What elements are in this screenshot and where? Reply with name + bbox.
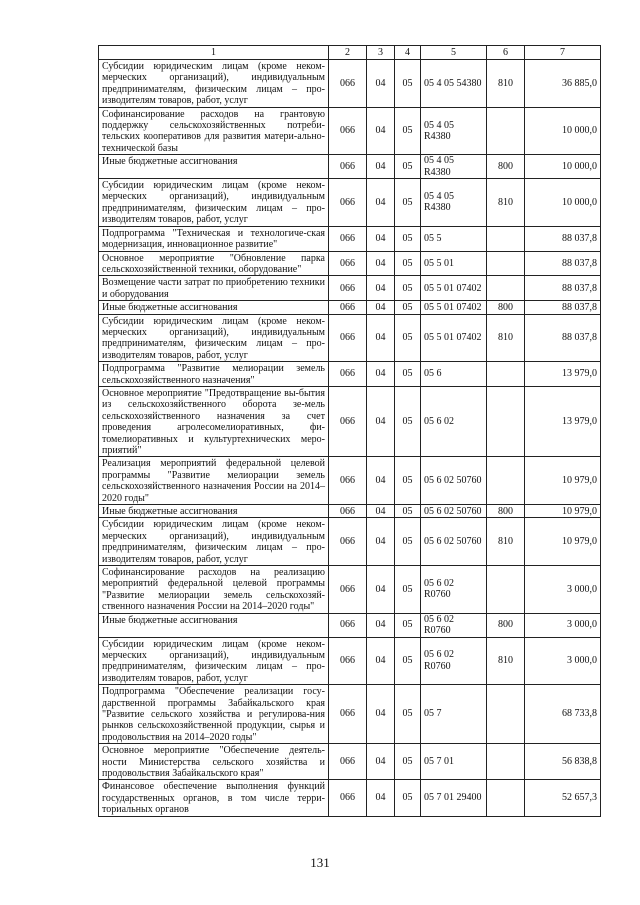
table-row (99, 155, 601, 179)
target-article-code: 05 4 05 54380 (421, 60, 487, 108)
target-article-code: 05 7 01 (421, 744, 487, 780)
table-row (99, 518, 601, 566)
expense-type-code (487, 457, 525, 505)
grbs-code: 066 (329, 301, 367, 314)
grbs-code: 066 (329, 637, 367, 685)
target-article-code: 05 6 02 R0760 (421, 613, 487, 637)
expense-type-code: 800 (487, 505, 525, 518)
section-code: 04 (367, 301, 395, 314)
subsection-code: 05 (395, 744, 421, 780)
subsection-code: 05 (395, 780, 421, 816)
budget-table (98, 45, 601, 817)
row-name: Подпрограмма "Техническая и технологиче-ская модернизация, инновационное развитие" (99, 226, 329, 251)
subsection-code: 05 (395, 386, 421, 456)
expense-type-code (487, 685, 525, 744)
subsection-code: 05 (395, 155, 421, 179)
subsection-code: 05 (395, 613, 421, 637)
expense-type-code (487, 362, 525, 387)
subsection-code: 05 (395, 637, 421, 685)
row-name: Софинансирование расходов на реализацию мероприятий федеральной целевой программы "Развитие мелиорации земель сельскохозяй-ственного назначения России на 2014–2020 годы" (99, 566, 329, 614)
row-name: Субсидии юридическим лицам (кроме неком-мерческих организаций), индивидуальным предпринимателям, физическим лицам – про-изводителям товаров, работ, услуг (99, 637, 329, 685)
expense-type-code: 800 (487, 301, 525, 314)
amount: 88 037,8 (525, 314, 601, 362)
subsection-code: 05 (395, 251, 421, 276)
subsection-code: 05 (395, 179, 421, 227)
expense-type-code: 810 (487, 637, 525, 685)
subsection-code: 05 (395, 107, 421, 155)
table-row (99, 780, 601, 816)
column-number-4: 4 (395, 46, 421, 60)
grbs-code: 066 (329, 505, 367, 518)
amount: 10 979,0 (525, 505, 601, 518)
grbs-code: 066 (329, 457, 367, 505)
table-row (99, 276, 601, 301)
subsection-code: 05 (395, 566, 421, 614)
section-code: 04 (367, 362, 395, 387)
amount: 88 037,8 (525, 251, 601, 276)
row-name: Финансовое обеспечение выполнения функций государственных органов, в том числе терри-ториальных органов (99, 780, 329, 816)
column-number-3: 3 (367, 46, 395, 60)
row-name: Иные бюджетные ассигнования (99, 613, 329, 637)
target-article-code: 05 6 02 50760 (421, 518, 487, 566)
section-code: 04 (367, 780, 395, 816)
grbs-code: 066 (329, 780, 367, 816)
table-row (99, 685, 601, 744)
grbs-code: 066 (329, 276, 367, 301)
subsection-code: 05 (395, 505, 421, 518)
grbs-code: 066 (329, 60, 367, 108)
row-name: Субсидии юридическим лицам (кроме неком-мерческих организаций), индивидуальным предпринимателям, физическим лицам – про-изводителям товаров, работ, услуг (99, 518, 329, 566)
amount: 36 885,0 (525, 60, 601, 108)
section-code: 04 (367, 314, 395, 362)
grbs-code: 066 (329, 107, 367, 155)
table-row (99, 107, 601, 155)
target-article-code: 05 6 02 (421, 386, 487, 456)
expense-type-code (487, 107, 525, 155)
grbs-code: 066 (329, 744, 367, 780)
section-code: 04 (367, 107, 395, 155)
column-number-1: 1 (99, 46, 329, 60)
expense-type-code: 810 (487, 60, 525, 108)
table-row (99, 637, 601, 685)
row-name: Возмещение части затрат по приобретению техники и оборудования (99, 276, 329, 301)
table-row (99, 566, 601, 614)
section-code: 04 (367, 251, 395, 276)
row-name: Софинансирование расходов на грантовую поддержку сельскохозяйственных потреби-тельских кооперативов для развития матери-ально-технической базы (99, 107, 329, 155)
row-name: Подпрограмма "Развитие мелиорации земель сельскохозяйственного назначения" (99, 362, 329, 387)
expense-type-code: 810 (487, 518, 525, 566)
section-code: 04 (367, 386, 395, 456)
section-code: 04 (367, 566, 395, 614)
row-name: Основное мероприятие "Предотвращение вы-бытия из сельскохозяйственного оборота зе-мель сельскохозяйственного назначения за счет проведения агролесомелиоративных, фи-томелиоративных и культуртехнических меро-приятий" (99, 386, 329, 456)
target-article-code: 05 5 01 07402 (421, 276, 487, 301)
target-article-code: 05 5 01 (421, 251, 487, 276)
row-name: Иные бюджетные ассигнования (99, 155, 329, 179)
row-name: Подпрограмма "Обеспечение реализации госу-дарственной программы Забайкальского края "Развитие сельского хозяйства и регулирова-ния рынков сельскохозяйственной продукции, сырья и продовольствия на 2014–2020 годы" (99, 685, 329, 744)
section-code: 04 (367, 226, 395, 251)
section-code: 04 (367, 179, 395, 227)
subsection-code: 05 (395, 362, 421, 387)
row-name: Основное мероприятие "Обеспечение деятель-ности Министерства сельского хозяйства и продовольствия Забайкальского края" (99, 744, 329, 780)
amount: 68 733,8 (525, 685, 601, 744)
row-name: Иные бюджетные ассигнования (99, 505, 329, 518)
amount: 3 000,0 (525, 613, 601, 637)
subsection-code: 05 (395, 685, 421, 744)
expense-type-code: 810 (487, 179, 525, 227)
target-article-code: 05 4 05 R4380 (421, 155, 487, 179)
grbs-code: 066 (329, 179, 367, 227)
subsection-code: 05 (395, 276, 421, 301)
table-row (99, 60, 601, 108)
amount: 88 037,8 (525, 276, 601, 301)
column-number-5: 5 (421, 46, 487, 60)
column-number-7: 7 (525, 46, 601, 60)
amount: 3 000,0 (525, 566, 601, 614)
grbs-code: 066 (329, 685, 367, 744)
target-article-code: 05 7 (421, 685, 487, 744)
section-code: 04 (367, 276, 395, 301)
row-name: Иные бюджетные ассигнования (99, 301, 329, 314)
grbs-code: 066 (329, 613, 367, 637)
amount: 10 000,0 (525, 107, 601, 155)
section-code: 04 (367, 613, 395, 637)
grbs-code: 066 (329, 251, 367, 276)
subsection-code: 05 (395, 518, 421, 566)
amount: 10 979,0 (525, 457, 601, 505)
amount: 10 000,0 (525, 155, 601, 179)
target-article-code: 05 7 01 29400 (421, 780, 487, 816)
subsection-code: 05 (395, 314, 421, 362)
table-row (99, 362, 601, 387)
row-name: Реализация мероприятий федеральной целевой программы "Развитие мелиорации земель сельскохозяйственного назначения России на 2014–2020 годы" (99, 457, 329, 505)
expense-type-code (487, 276, 525, 301)
subsection-code: 05 (395, 301, 421, 314)
table-row (99, 301, 601, 314)
target-article-code: 05 5 01 07402 (421, 301, 487, 314)
subsection-code: 05 (395, 226, 421, 251)
row-name: Субсидии юридическим лицам (кроме неком-мерческих организаций), индивидуальным предпринимателям, физическим лицам – про-изводителям товаров, работ, услуг (99, 179, 329, 227)
table-row (99, 744, 601, 780)
section-code: 04 (367, 637, 395, 685)
grbs-code: 066 (329, 518, 367, 566)
table-row (99, 613, 601, 637)
grbs-code: 066 (329, 386, 367, 456)
amount: 88 037,8 (525, 301, 601, 314)
amount: 56 838,8 (525, 744, 601, 780)
column-number-6: 6 (487, 46, 525, 60)
column-number-row (99, 46, 601, 60)
expense-type-code: 810 (487, 314, 525, 362)
expense-type-code (487, 744, 525, 780)
row-name: Субсидии юридическим лицам (кроме неком-мерческих организаций), индивидуальным предпринимателям, физическим лицам – про-изводителям товаров, работ, услуг (99, 60, 329, 108)
expense-type-code (487, 226, 525, 251)
amount: 13 979,0 (525, 362, 601, 387)
target-article-code: 05 5 (421, 226, 487, 251)
expense-type-code (487, 386, 525, 456)
expense-type-code: 800 (487, 613, 525, 637)
amount: 3 000,0 (525, 637, 601, 685)
target-article-code: 05 6 02 50760 (421, 505, 487, 518)
section-code: 04 (367, 518, 395, 566)
row-name: Основное мероприятие "Обновление парка сельскохозяйственной техники, оборудование" (99, 251, 329, 276)
target-article-code: 05 6 (421, 362, 487, 387)
grbs-code: 066 (329, 155, 367, 179)
page-number: 131 (310, 855, 330, 870)
grbs-code: 066 (329, 362, 367, 387)
grbs-code: 066 (329, 314, 367, 362)
target-article-code: 05 6 02 R0760 (421, 566, 487, 614)
table-row (99, 179, 601, 227)
section-code: 04 (367, 457, 395, 505)
target-article-code: 05 4 05 R4380 (421, 179, 487, 227)
expense-type-code (487, 780, 525, 816)
expense-type-code (487, 566, 525, 614)
amount: 52 657,3 (525, 780, 601, 816)
amount: 88 037,8 (525, 226, 601, 251)
section-code: 04 (367, 685, 395, 744)
table-row (99, 505, 601, 518)
grbs-code: 066 (329, 226, 367, 251)
section-code: 04 (367, 155, 395, 179)
table-row (99, 386, 601, 456)
section-code: 04 (367, 505, 395, 518)
amount: 13 979,0 (525, 386, 601, 456)
target-article-code: 05 6 02 50760 (421, 457, 487, 505)
amount: 10 000,0 (525, 179, 601, 227)
table-row (99, 457, 601, 505)
expense-type-code (487, 251, 525, 276)
column-number-2: 2 (329, 46, 367, 60)
section-code: 04 (367, 60, 395, 108)
table-row (99, 226, 601, 251)
section-code: 04 (367, 744, 395, 780)
row-name: Субсидии юридическим лицам (кроме неком-мерческих организаций), индивидуальным предпринимателям, физическим лицам – про-изводителям товаров, работ, услуг (99, 314, 329, 362)
target-article-code: 05 6 02 R0760 (421, 637, 487, 685)
expense-type-code: 800 (487, 155, 525, 179)
table-row (99, 314, 601, 362)
subsection-code: 05 (395, 60, 421, 108)
grbs-code: 066 (329, 566, 367, 614)
subsection-code: 05 (395, 457, 421, 505)
target-article-code: 05 5 01 07402 (421, 314, 487, 362)
table-row (99, 251, 601, 276)
target-article-code: 05 4 05 R4380 (421, 107, 487, 155)
amount: 10 979,0 (525, 518, 601, 566)
